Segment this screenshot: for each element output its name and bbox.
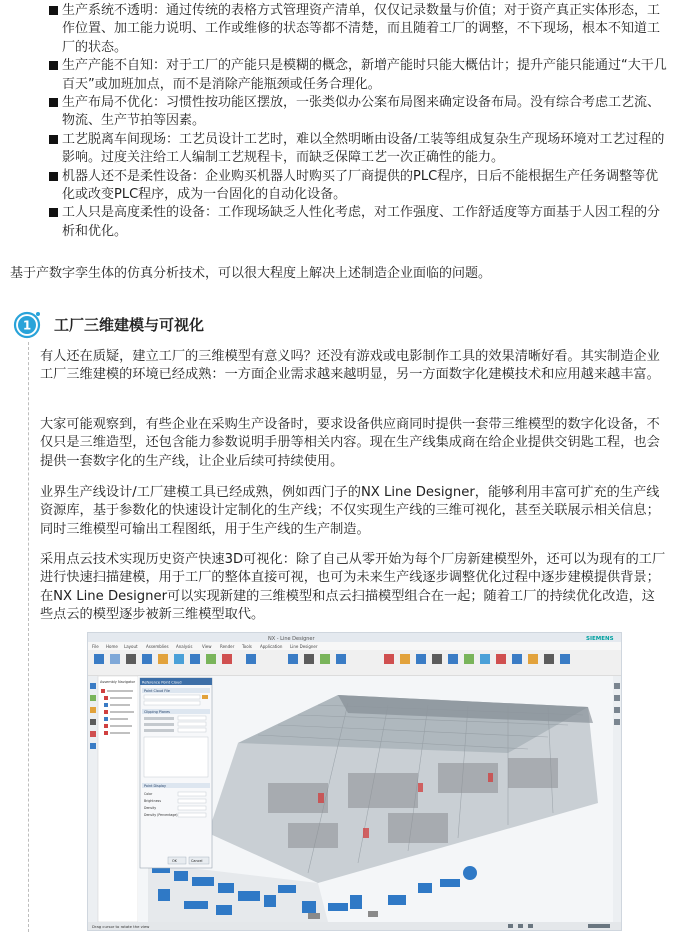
- square-bullet-icon: [49, 208, 58, 217]
- nx-line-designer-screenshot: [87, 632, 622, 931]
- list-item: 工人只是高度柔性的设备：工作现场缺乏人性化考虑，对工作强度、工作舒适度等方面基于人因工程的分析和优化。: [48, 204, 668, 241]
- dialog-field-label: Color: [144, 792, 153, 796]
- paragraph: 大家可能观察到，有些企业在采购生产设备时，要求设备供应商同时提供一套带三维模型的数字化设备，不仅只是三维造型，还包含能力参数说明手册等相关内容。现在生产线集成商在给企业提供交钥匙工程，也会提供一套数字化的生产线，让企业后续可持续使用。: [40, 417, 660, 469]
- svg-text:OK: OK: [172, 859, 177, 863]
- navigator-title: Assembly Navigator: [100, 680, 136, 684]
- intro-text: 基于产数字孪生体的仿真分析技术，可以很大程度上解决上述制造企业面临的问题。: [10, 266, 492, 281]
- square-bullet-icon: [49, 135, 58, 144]
- app-title: NX - Line Designer: [268, 636, 315, 642]
- dialog-section: Clipping Planes: [144, 710, 170, 714]
- menu-tab: Layout: [124, 644, 138, 649]
- menu-tab: Application: [260, 644, 283, 649]
- status-text: Drag cursor to rotate the view: [92, 924, 150, 929]
- list-item: 生产布局不优化：习惯性按功能区摆放，一张类似办公案布局图来确定设备布局。没有综合考虑工艺流、物流、生产节拍等因素。: [48, 94, 668, 131]
- dialog-field-label: Brightness: [144, 799, 161, 803]
- list-item: 生产产能不自知：对于工厂的产能只是模糊的概念，新增产能时只能大概估计；提升产能只能通过“大干几百天”或加班加点，而不是消除产能瓶颈或任务合理化。: [48, 57, 668, 94]
- paragraph: 有人还在质疑，建立工厂的三维模型有意义吗？还没有游戏或电影制作工具的效果清晰好看。其实制造企业工厂三维建模的环境已经成熟：一方面企业需求越来越明显，另一方面数字化建模技术和应用越来越丰富。: [40, 349, 660, 383]
- section-divider-line: [28, 342, 29, 932]
- paragraph: 业界生产线设计/工厂建模工具已经成熟，例如西门子的NX Line Designer，能够利用丰富可扩充的生产线资源库，基于参数化的快速设计定制化的生产线；不仅实现生产线的三维可视化，甚至关联展示相关信息；同时三维模型可输出工程图纸，用于生产线的生产制造。: [40, 485, 660, 537]
- dialog-field-label: Density: [144, 806, 157, 810]
- menu-tab: Assemblies: [146, 644, 169, 649]
- square-bullet-icon: [49, 61, 58, 70]
- section-title: 工厂三维建模与可视化: [54, 316, 205, 334]
- menu-tab: Tools: [242, 644, 252, 649]
- list-item: 工艺脱离车间现场：工艺员设计工艺时，难以全然明晰由设备/工装等组成复杂生产现场环境对工艺过程的影响。过度关注给工人编制工艺规程卡，而缺乏保障工艺一次正确性的能力。: [48, 131, 668, 168]
- square-bullet-icon: [49, 172, 58, 181]
- menu-tab: Render: [220, 644, 235, 649]
- section-number: 1: [22, 318, 32, 333]
- ok-button: [168, 857, 186, 864]
- menu-tab: View: [202, 644, 212, 649]
- menu-tab: File: [92, 644, 99, 649]
- menu-tab: Analysis: [176, 644, 193, 649]
- paragraph: 采用点云技术实现历史资产快速3D可视化：除了自己从零开始为每个厂房新建模型外，还可以为现有的工厂进行快速扫描建模，用于工厂的整体直接可视，也可为未来生产线逐步调整优化过程中逐步建模提供背景；在NX Line Designer可以实现新建的三维模型和点云扫描模型组合在一起；随着工厂的持续优化改造，这些点云的模型逐步被新三维模型取代。: [40, 552, 666, 623]
- dialog-title: Reference Point Cloud: [142, 680, 182, 685]
- dialog-section: Point Display: [144, 784, 166, 788]
- dialog-field-label: Density (Percentage): [144, 813, 178, 817]
- square-bullet-icon: [49, 6, 58, 15]
- square-bullet-icon: [49, 98, 58, 107]
- problem-list: [48, 2, 668, 241]
- screenshot-canvas: [88, 633, 621, 930]
- list-item: 生产系统不透明：通过传统的表格方式管理资产清单，仅仅记录数量与价值；对于资产真正实体形态，工作位置、加工能力说明、工作或维修的状态等都不清楚，而且随着工厂的调整，不下现场，根本不知道工厂的状态。: [48, 2, 668, 57]
- list-item: 机器人还不是柔性设备：企业购买机器人时购买了厂商提供的PLC程序，日后不能根据生产任务调整等优化或改变PLC程序，成为一台固化的自动化设备。: [48, 168, 668, 205]
- tank-model: [463, 866, 477, 880]
- menu-tab: Line Designer: [290, 644, 318, 649]
- brand-logo: SIEMENS: [586, 636, 614, 642]
- dialog-section: Point Cloud File: [144, 689, 170, 693]
- menu-tab: Home: [106, 644, 118, 649]
- svg-text:Cancel: Cancel: [191, 859, 203, 863]
- section-number-icon: [12, 309, 42, 339]
